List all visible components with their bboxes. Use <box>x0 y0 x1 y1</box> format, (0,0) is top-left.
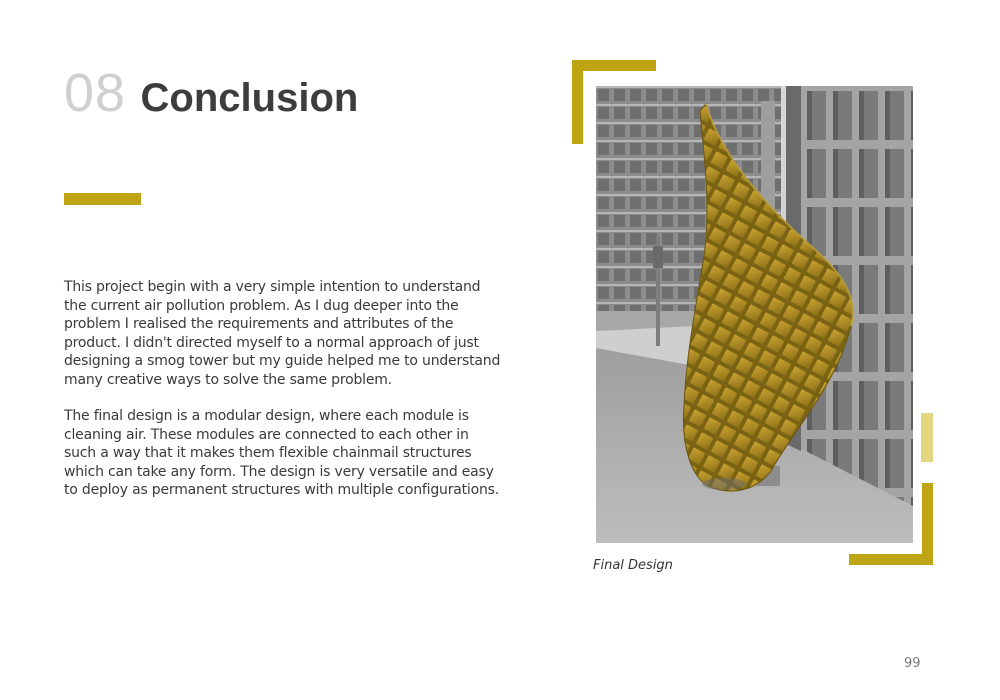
body-paragraph: This project begin with a very simple intention to understand the current air pollution problem. As I dug deeper into the problem I realised the requirements and attributes of the product. I didn't directed myself to a normal approach of just designing a smog tower but my guide helped me to understand many creative ways to solve the same problem. <box>64 279 501 388</box>
section-heading <box>64 63 359 123</box>
final-design-image <box>596 86 913 543</box>
heading-accent-bar <box>64 193 141 205</box>
frame-corner-bottom-horizontal <box>849 554 933 565</box>
figure-caption: Final Design <box>593 558 673 573</box>
body-text <box>64 278 504 518</box>
body-paragraph: The final design is a modular design, where each module is cleaning air. These modules are connected to each other in such a way that it makes them flexible chainmail structures which can take any form. The design is very versatile and easy to deploy as permanent structures with multiple configurations. <box>64 408 499 498</box>
frame-corner-top-horizontal <box>572 60 656 71</box>
frame-accent-light <box>921 413 933 462</box>
page-number: 99 <box>904 656 921 671</box>
frame-corner-bottom-vertical <box>922 483 933 565</box>
section-number: 08 <box>64 63 127 123</box>
frame-corner-top-vertical <box>572 60 583 144</box>
section-title: Conclusion <box>140 76 359 120</box>
